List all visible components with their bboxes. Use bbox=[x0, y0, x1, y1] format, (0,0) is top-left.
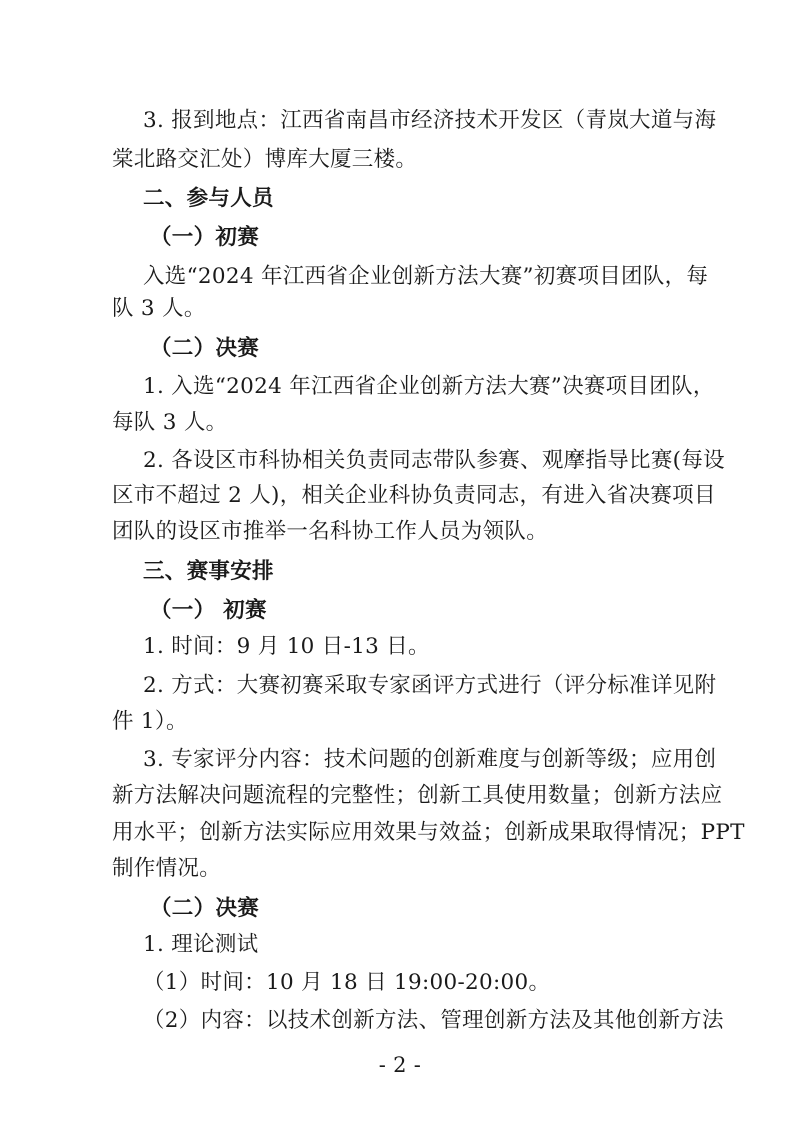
paragraph-line: 3. 专家评分内容：技术问题的创新难度与创新等级；应用创 bbox=[143, 747, 717, 772]
subsection-heading: （二）决赛 bbox=[150, 896, 260, 921]
section-heading: 三、赛事安排 bbox=[143, 559, 274, 584]
paragraph-line: 件 1）。 bbox=[112, 709, 188, 734]
paragraph-line: 制作情况。 bbox=[112, 856, 222, 881]
paragraph-line: 1. 入选“2024 年江西省企业创新方法大赛”决赛项目团队， bbox=[143, 374, 715, 399]
paragraph-line: 2. 各设区市科协相关负责同志带队参赛、观摩指导比赛(每设 bbox=[143, 448, 725, 473]
paragraph-line: 棠北路交汇处）博库大厦三楼。 bbox=[112, 147, 418, 172]
paragraph-line: 队 3 人。 bbox=[112, 296, 206, 321]
paragraph-line: 用水平；创新方法实际应用效果与效益；创新成果取得情况；PPT bbox=[112, 820, 745, 845]
subsection-heading: （一）初赛 bbox=[150, 225, 260, 250]
paragraph-line: 2. 方式：大赛初赛采取专家函评方式进行（评分标准详见附 bbox=[143, 673, 717, 698]
subsection-heading: （一） 初赛 bbox=[150, 598, 267, 623]
item-heading: 1. 理论测试 bbox=[143, 932, 259, 957]
paragraph-line: 区市不超过 2 人)，相关企业科协负责同志，有进入省决赛项目 bbox=[112, 483, 716, 508]
paragraph-line: 团队的设区市推举一名科协工作人员为领队。 bbox=[112, 519, 549, 544]
paragraph-line: 新方法解决问题流程的完整性；创新工具使用数量；创新方法应 bbox=[112, 783, 723, 808]
paragraph-line: 每队 3 人。 bbox=[112, 410, 228, 435]
paragraph-line: （1）时间：10 月 18 日 19:00-20:00。 bbox=[143, 970, 551, 995]
section-heading: 二、参与人员 bbox=[143, 186, 274, 211]
page-number: - 2 - bbox=[378, 1053, 422, 1077]
subsection-heading: （二）决赛 bbox=[150, 336, 260, 361]
paragraph-line: 1. 时间：9 月 10 日-13 日。 bbox=[143, 634, 430, 659]
paragraph-line: 入选“2024 年江西省企业创新方法大赛”初赛项目团队，每 bbox=[143, 264, 709, 289]
paragraph-line: 3. 报到地点：江西省南昌市经济技术开发区（青岚大道与海 bbox=[143, 108, 717, 133]
paragraph-line: （2）内容：以技术创新方法、管理创新方法及其他创新方法 bbox=[143, 1008, 724, 1033]
